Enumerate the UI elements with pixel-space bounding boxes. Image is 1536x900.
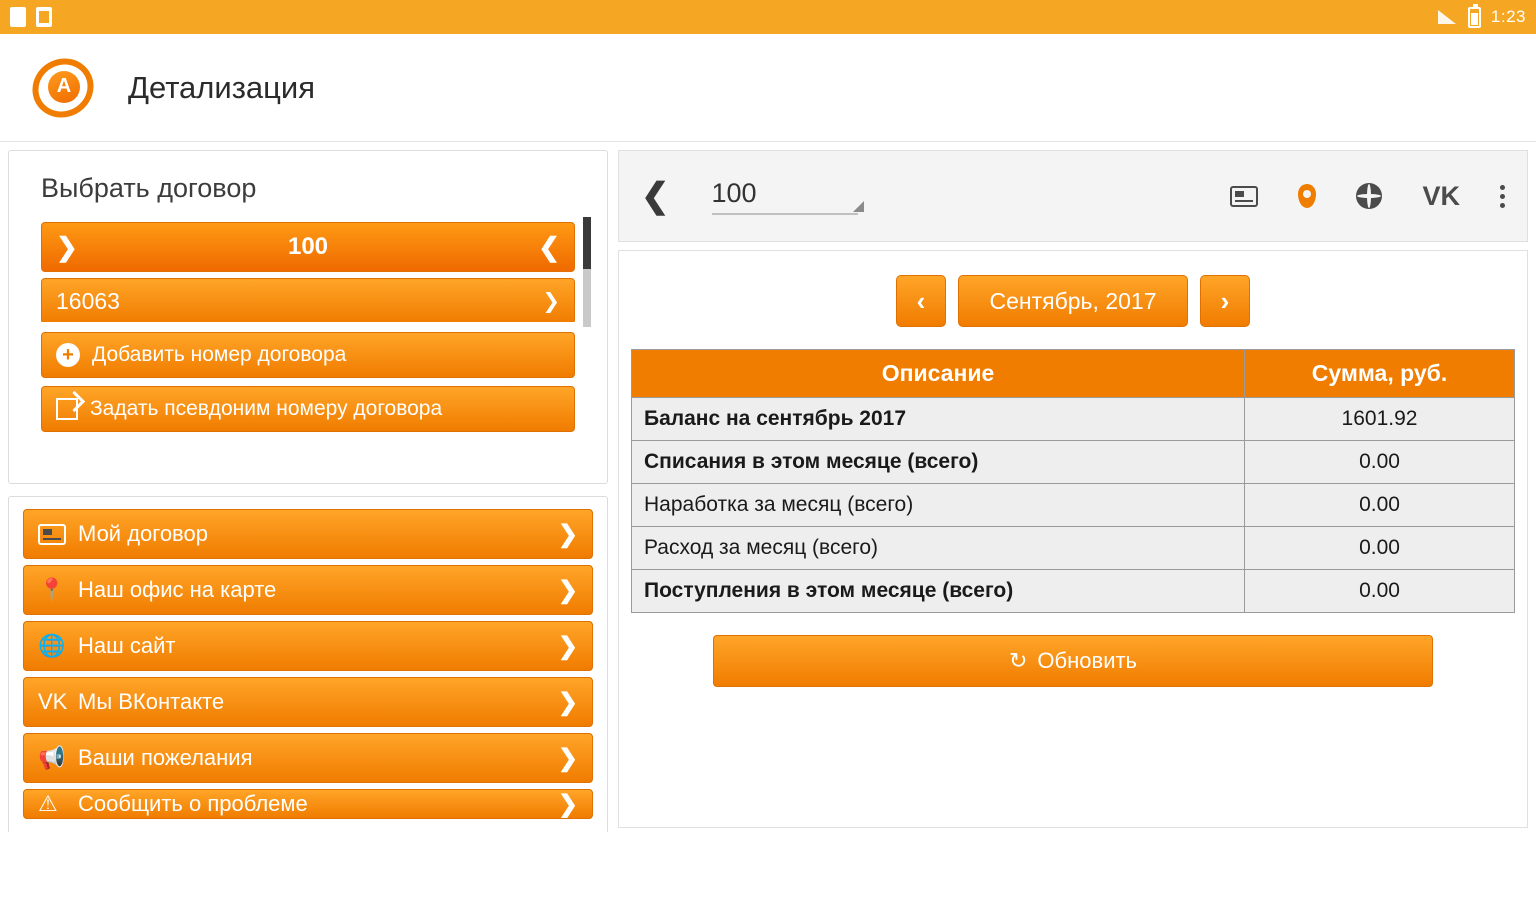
table-header-row — [632, 350, 1515, 398]
row-description: Поступления в этом месяце (всего) — [632, 570, 1245, 613]
left-panel — [8, 150, 608, 900]
chevron-right-icon: ❯ — [542, 289, 560, 313]
globe-icon: 🌐 — [38, 633, 66, 658]
set-alias-label: Задать псевдоним номеру договора — [90, 397, 443, 420]
contract-spinner[interactable] — [712, 178, 872, 215]
table-row — [632, 484, 1515, 527]
refresh-button[interactable] — [713, 635, 1433, 687]
chevron-right-icon: ❯ — [557, 790, 578, 818]
table-row — [632, 570, 1515, 613]
menu-item-wishes[interactable] — [23, 733, 593, 783]
set-alias-button[interactable] — [41, 386, 575, 430]
month-navigator — [629, 275, 1517, 327]
wifi-icon — [1438, 8, 1458, 26]
card-icon — [38, 524, 72, 545]
column-header-description: Описание — [632, 350, 1245, 398]
table-row — [632, 441, 1515, 484]
chevron-right-icon: ❯ — [557, 632, 578, 660]
sd-icon — [36, 7, 52, 27]
menu-item-office-map[interactable] — [23, 565, 593, 615]
back-button[interactable]: ❮ — [641, 177, 670, 215]
menu-item-label: Мы ВКонтакте — [78, 689, 225, 714]
card-icon[interactable] — [1230, 186, 1258, 207]
page-title: Детализация — [128, 69, 316, 105]
chevron-left-icon: ❮ — [538, 232, 560, 262]
bottom-spacer — [0, 832, 1536, 900]
contract-selection-title: Выбрать договор — [41, 173, 257, 203]
contract-item-other[interactable] — [41, 278, 575, 322]
right-panel — [618, 150, 1528, 900]
chevron-down-icon — [853, 201, 864, 212]
menu-item-report-problem[interactable] — [23, 789, 593, 819]
add-contract-button[interactable] — [41, 332, 575, 376]
menu-item-label: Мой договор — [78, 521, 208, 546]
contract-spinner-value: 100 — [711, 177, 757, 208]
chevron-right-icon: ❯ — [557, 520, 578, 548]
chevron-right-icon: ❯ — [557, 576, 578, 604]
battery-icon — [1468, 7, 1481, 28]
menu-item-label: Наш сайт — [78, 633, 176, 658]
contract-selection-card — [8, 150, 608, 484]
refresh-icon: ↻ — [1008, 648, 1028, 673]
contract-selected-label: 100 — [287, 233, 329, 260]
current-month-label[interactable]: Сентябрь, 2017 — [958, 275, 1188, 327]
status-bar — [0, 0, 1536, 34]
content-area — [0, 142, 1536, 900]
external-link-icon — [56, 398, 78, 420]
plus-circle-icon: + — [56, 343, 80, 367]
row-description: Наработка за месяц (всего) — [632, 484, 1245, 527]
app-logo-letter: A — [48, 71, 80, 103]
add-contract-label: Добавить номер договора — [92, 343, 347, 366]
overflow-menu-icon[interactable] — [1500, 185, 1505, 208]
status-bar-clock: 1:23 — [1490, 7, 1526, 26]
menu-item-website[interactable] — [23, 621, 593, 671]
row-description: Списания в этом месяце (всего) — [632, 441, 1245, 484]
row-description: Баланс на сентябрь 2017 — [632, 398, 1245, 441]
status-bar-left-icons — [10, 7, 52, 27]
row-description: Расход за месяц (всего) — [632, 527, 1245, 570]
megaphone-icon: 📢 — [38, 745, 66, 770]
table-row — [632, 527, 1515, 570]
row-amount: 0.00 — [1245, 527, 1515, 570]
next-month-button[interactable]: › — [1200, 275, 1250, 327]
detail-table — [631, 349, 1515, 613]
contract-item-selected[interactable] — [41, 222, 575, 272]
globe-icon[interactable] — [1356, 183, 1382, 209]
chevron-right-icon: ❯ — [557, 744, 578, 772]
row-amount: 1601.92 — [1245, 398, 1515, 441]
spinner-underline — [712, 213, 858, 215]
detail-panel — [618, 250, 1528, 828]
warning-icon: ⚠ — [38, 791, 58, 816]
menu-item-vk[interactable] — [23, 677, 593, 727]
menu-item-my-contract[interactable] — [23, 509, 593, 559]
menu-item-label: Наш офис на карте — [78, 577, 277, 602]
chevron-right-icon: ❯ — [557, 688, 578, 716]
sim-icon — [10, 7, 26, 27]
table-row — [632, 398, 1515, 441]
menu-item-label: Ваши пожелания — [78, 745, 253, 770]
app-logo-icon — [28, 55, 104, 121]
column-header-amount: Сумма, руб. — [1245, 350, 1515, 398]
contract-other-label: 16063 — [56, 287, 120, 314]
prev-month-button[interactable]: ‹ — [896, 275, 946, 327]
detail-toolbar — [618, 150, 1528, 242]
row-amount: 0.00 — [1245, 441, 1515, 484]
map-pin-icon[interactable] — [1298, 184, 1316, 208]
refresh-label: Обновить — [1037, 648, 1138, 673]
contract-list-scrollbar-thumb[interactable] — [583, 217, 591, 269]
vk-icon: VK — [38, 689, 68, 714]
app-header — [0, 34, 1536, 142]
row-amount: 0.00 — [1245, 570, 1515, 613]
vk-icon[interactable]: VK — [1422, 180, 1460, 211]
chevron-right-icon: ❯ — [56, 232, 78, 262]
menu-item-label: Сообщить о проблеме — [78, 791, 308, 816]
map-pin-icon: 📍 — [38, 577, 66, 602]
side-menu-card — [8, 496, 608, 888]
row-amount: 0.00 — [1245, 484, 1515, 527]
status-bar-right-icons — [1438, 7, 1526, 28]
toolbar-actions — [1230, 181, 1505, 212]
